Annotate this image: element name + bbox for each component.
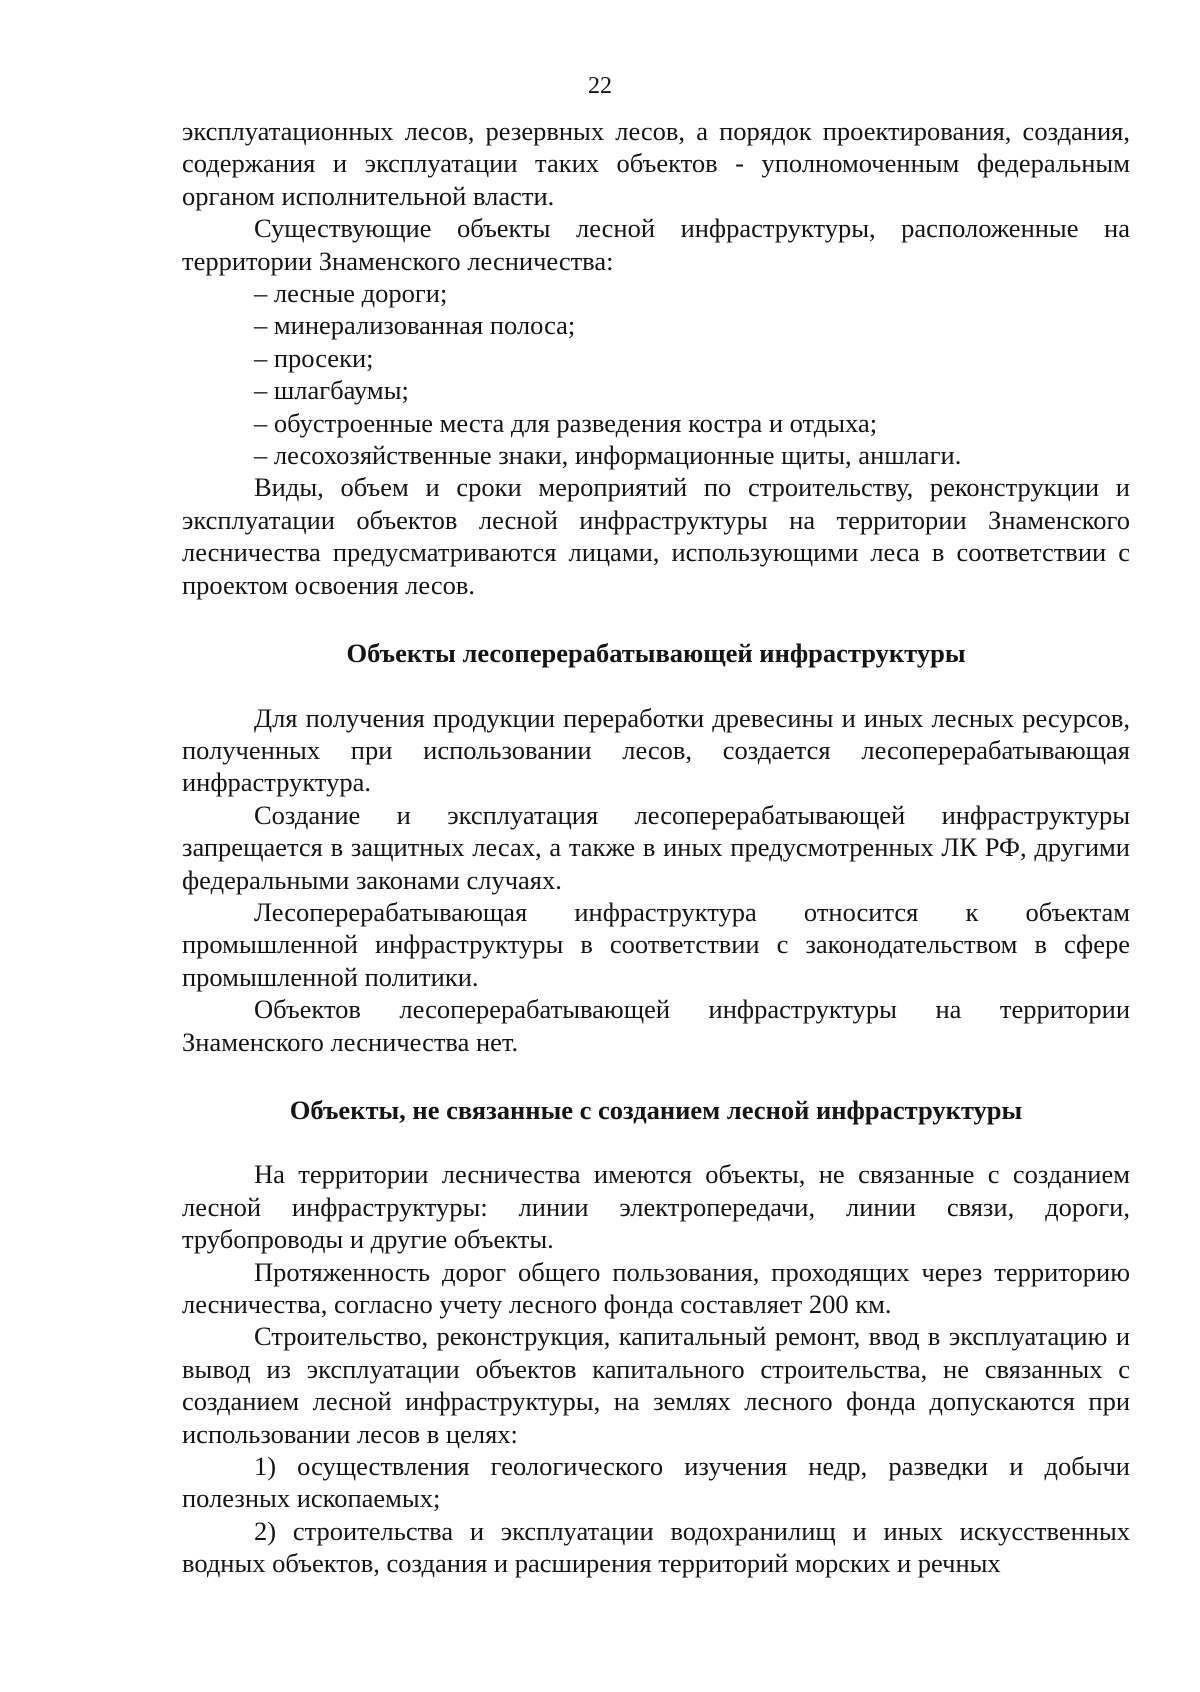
paragraph: На территории лесничества имеются объекты, не связанные с созданием лесной инфраструктуры: линии электропередачи, линии связи, дороги, трубопроводы и другие объекты. bbox=[182, 1159, 1130, 1255]
page-number: 22 bbox=[588, 73, 612, 99]
paragraph: Объектов лесоперерабатывающей инфраструктуры на территории Знаменского лесничества нет. bbox=[182, 994, 1130, 1057]
section-heading-unrelated: Объекты, не связанные с созданием лесной инфраструктуры bbox=[289, 1094, 1023, 1125]
paragraph: Лесоперерабатывающая инфраструктура относится к объектам промышленной инфраструктуры в соответствии с законодательством в сфере промышленной политики. bbox=[182, 896, 1130, 992]
list-item: – лесные дороги; bbox=[254, 278, 448, 309]
list-item: – лесохозяйственные знаки, информационные щиты, аншлаги. bbox=[254, 440, 962, 471]
page-content bbox=[182, 115, 1130, 1580]
paragraph: Протяженность дорог общего пользования, проходящих через территорию лесничества, согласно учету лесного фонда составляет 200 км. bbox=[182, 1256, 1130, 1319]
paragraph-existing-objects: Существующие объекты лесной инфраструктуры, расположенные на территории Знаменского лесничества: bbox=[182, 213, 1130, 276]
list-item: – просеки; bbox=[254, 342, 374, 373]
numbered-item: 2) строительства и эксплуатации водохранилищ и иных искусственных водных объектов, создания и расширения территорий морских и речных bbox=[182, 1515, 1130, 1579]
numbered-item: 1) осуществления геологического изучения недр, разведки и добычи полезных ископаемых; bbox=[182, 1451, 1130, 1514]
paragraph: Создание и эксплуатация лесоперерабатывающей инфраструктуры запрещается в защитных лесах, а также в иных предусмотренных ЛК РФ, другими федеральными законами случаях. bbox=[182, 799, 1130, 895]
paragraph-continuation: эксплуатационных лесов, резервных лесов, а порядок проектирования, создания, содержания и эксплуатации таких объектов - уполномоченным федеральным органом исполнительной власти. bbox=[182, 116, 1130, 211]
list-item: – обустроенные места для разведения костра и отдыха; bbox=[254, 407, 878, 438]
list-item: – минерализованная полоса; bbox=[254, 310, 576, 341]
infrastructure-list bbox=[182, 277, 1130, 471]
list-item: – шлагбаумы; bbox=[254, 375, 409, 406]
paragraph-measures: Виды, объем и сроки мероприятий по строительству, реконструкции и эксплуатации объектов лесной инфраструктуры на территории Знаменского лесничества предусматриваются лицами, использующими леса в соответствии с проектом освоения лесов. bbox=[182, 472, 1130, 600]
section-heading-processing: Объекты лесоперерабатывающей инфраструктуры bbox=[346, 638, 966, 669]
paragraph: Для получения продукции переработки древесины и иных лесных ресурсов, полученных при использовании лесов, создается лесоперерабатывающая инфраструктура. bbox=[182, 702, 1130, 798]
paragraph: Строительство, реконструкция, капитальный ремонт, ввод в эксплуатацию и вывод из эксплуатации объектов капитального строительства, не связанных с созданием лесной инфраструктуры, на землях лесного фонда допускаются при использовании лесов в целях: bbox=[182, 1321, 1130, 1449]
